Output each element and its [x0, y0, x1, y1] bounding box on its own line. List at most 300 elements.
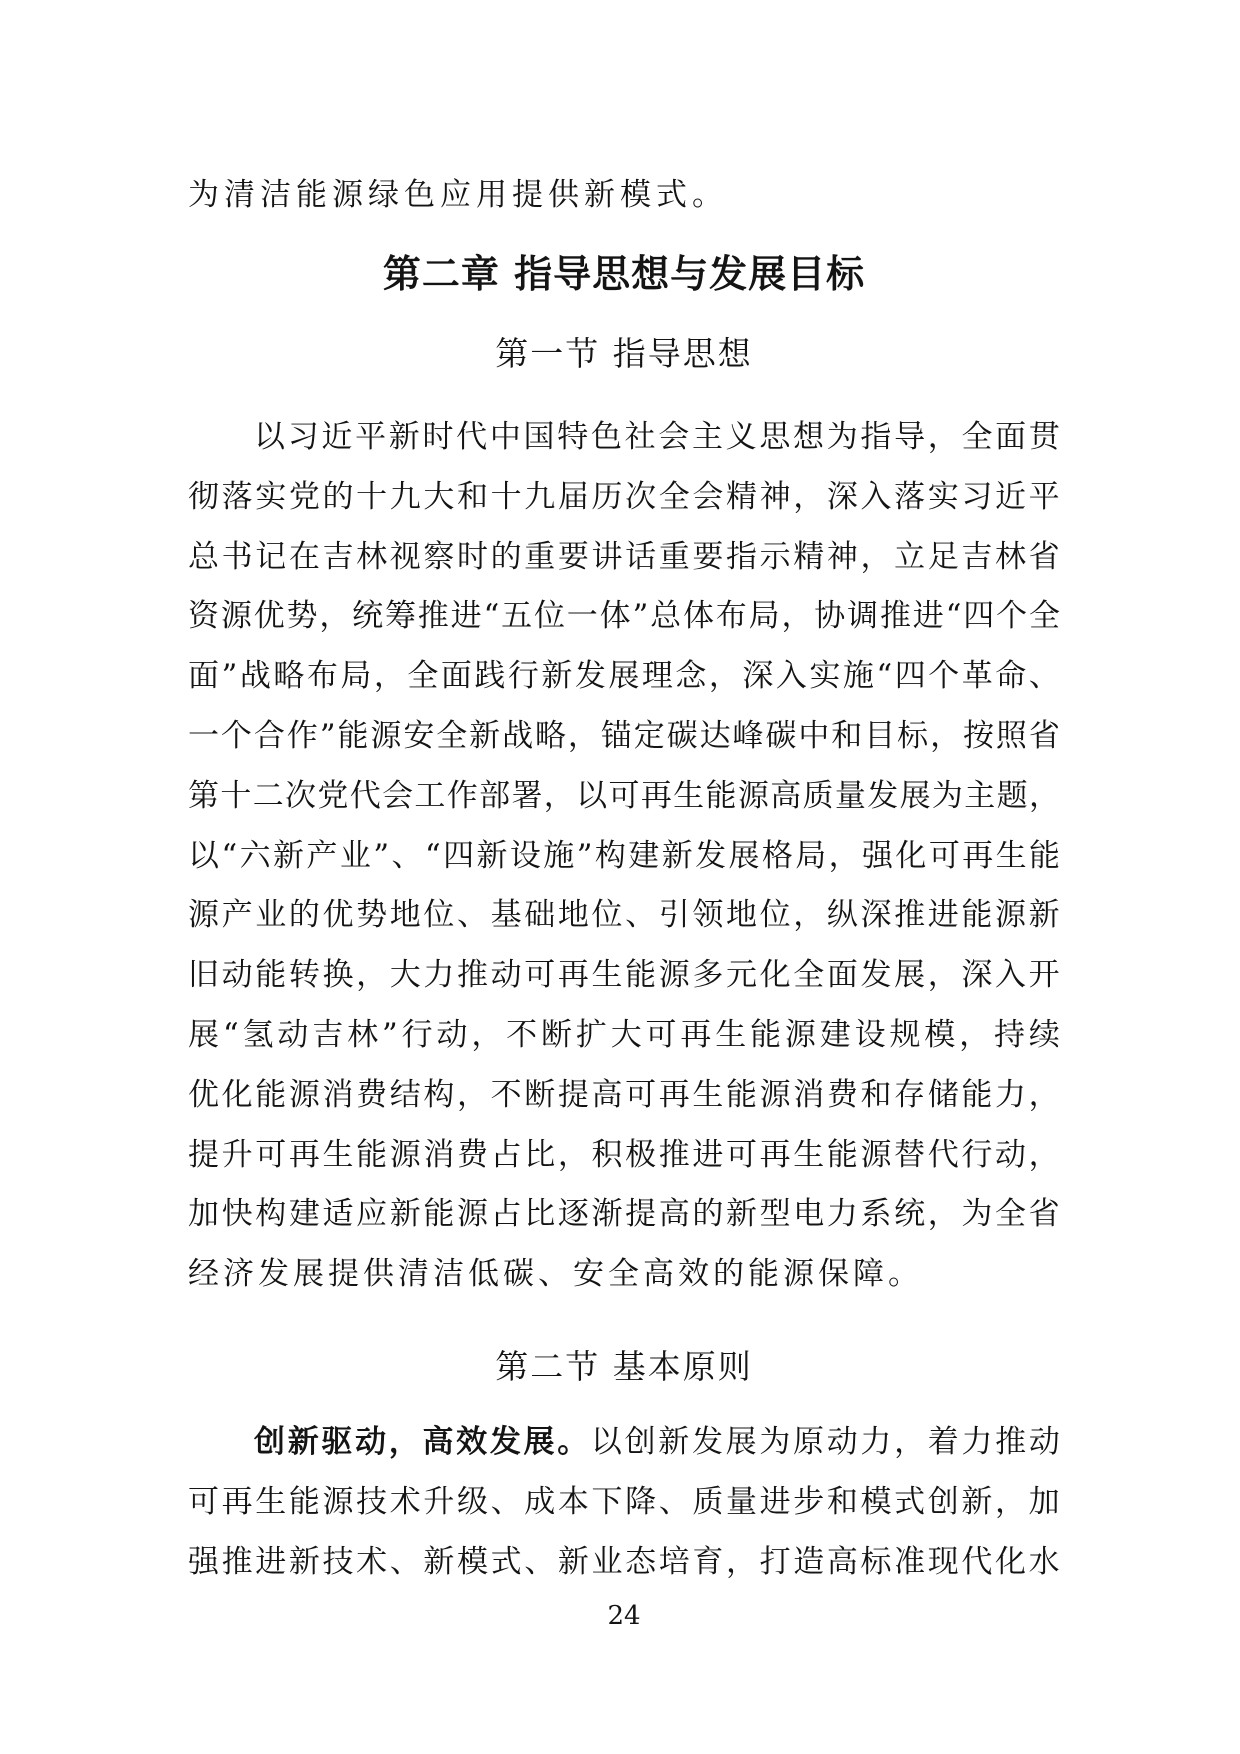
character: 氢 — [242, 1016, 274, 1053]
text-line — [188, 767, 1060, 827]
character: 精 — [793, 538, 825, 575]
character: 面 — [826, 957, 858, 994]
character: 会 — [692, 478, 724, 515]
character: “ — [221, 837, 238, 874]
character: 下 — [591, 1483, 623, 1520]
character: 构 — [423, 1076, 455, 1113]
character: 部 — [479, 777, 511, 814]
character: 面 — [995, 419, 1027, 455]
character: 可 — [645, 1016, 677, 1053]
character: 战 — [239, 658, 271, 695]
character: 入 — [860, 478, 892, 515]
character: 平 — [1028, 478, 1060, 515]
character: 党 — [288, 478, 320, 515]
character: 代 — [349, 777, 381, 814]
character: 九 — [524, 478, 556, 515]
character: 的 — [288, 897, 320, 934]
character: 布 — [715, 598, 747, 635]
character: 林 — [995, 538, 1026, 575]
character: 能 — [961, 1076, 993, 1113]
character: 升 — [221, 1136, 253, 1173]
character: ， — [708, 658, 740, 695]
character: 讲 — [591, 538, 623, 575]
character: 为 — [931, 777, 963, 814]
character: 作 — [286, 717, 318, 754]
bold-character: 效 — [456, 1423, 488, 1460]
character: 深 — [742, 658, 774, 695]
character: 能 — [423, 1196, 455, 1233]
character: 和 — [860, 1076, 892, 1113]
character: 创 — [624, 1423, 656, 1460]
character: 势 — [286, 598, 318, 635]
character: 新 — [557, 1543, 589, 1580]
character: 为 — [826, 419, 858, 455]
character: 新 — [961, 1483, 993, 1520]
character: 新 — [726, 1196, 757, 1233]
character: 再 — [221, 1483, 253, 1520]
character: 展 — [894, 957, 926, 994]
character: 工 — [414, 777, 446, 814]
text-line — [188, 587, 1060, 647]
character: 技 — [356, 1483, 388, 1520]
character: 按 — [962, 717, 994, 754]
character: 量 — [834, 777, 866, 814]
character: 统 — [352, 598, 384, 635]
bold-character: 动 — [355, 1423, 387, 1460]
character: 提 — [557, 1076, 589, 1113]
character: 地 — [726, 897, 757, 934]
character: 电 — [793, 1196, 825, 1233]
bold-character: 驱 — [321, 1423, 353, 1460]
character: 再 — [658, 1076, 690, 1113]
character: 进 — [255, 1543, 287, 1580]
text-line — [188, 1245, 1060, 1305]
character: 力 — [995, 1076, 1026, 1113]
character: 要 — [557, 538, 589, 575]
character: 生 — [322, 1136, 354, 1173]
character: 展 — [188, 1016, 219, 1053]
character: 在 — [288, 538, 320, 575]
character: 高 — [591, 1076, 623, 1113]
character: 扩 — [575, 1016, 607, 1053]
character: 占 — [490, 1196, 522, 1233]
section-heading-1: 第一节 指导思想 — [495, 334, 753, 373]
character: 格 — [761, 837, 793, 874]
character: 提 — [625, 1196, 657, 1233]
character: 水 — [1028, 1543, 1060, 1580]
character: 全 — [793, 957, 825, 994]
character: 个 — [996, 598, 1028, 635]
character: 培 — [658, 1543, 690, 1580]
character: 推 — [658, 1136, 690, 1173]
character: 源 — [783, 1256, 818, 1293]
character: 费 — [457, 1136, 488, 1173]
character: 新 — [469, 717, 501, 754]
character: 持 — [993, 1016, 1025, 1053]
character: 质 — [692, 1483, 724, 1520]
character: “ — [876, 658, 893, 695]
character: 色 — [590, 419, 622, 455]
character: 新 — [1028, 897, 1060, 934]
character: 调 — [847, 598, 879, 635]
character: 费 — [826, 1076, 858, 1113]
character: 设 — [509, 837, 541, 874]
character: 产 — [306, 837, 338, 874]
character: 全 — [407, 658, 439, 695]
character: 高 — [826, 1543, 858, 1580]
text-line — [188, 707, 1060, 767]
character: 力 — [961, 1423, 993, 1460]
character: 步 — [793, 1483, 825, 1520]
character: 质 — [802, 777, 834, 814]
character: 社 — [624, 419, 656, 455]
character: 势 — [356, 897, 388, 934]
character: 业 — [255, 897, 287, 934]
character: 现 — [927, 1543, 959, 1580]
character: 以 — [590, 1423, 622, 1460]
character: 力 — [423, 957, 455, 994]
character: 精 — [726, 478, 757, 515]
character: 的 — [322, 478, 354, 515]
paragraph-guiding-ideology — [188, 408, 1060, 1305]
character: ， — [927, 1196, 959, 1233]
character: 断 — [524, 1076, 556, 1113]
character: 主 — [691, 419, 723, 455]
character: 地 — [389, 897, 421, 934]
character: 准 — [894, 1543, 926, 1580]
character: 断 — [541, 1016, 572, 1053]
character: 近 — [995, 478, 1026, 515]
page-number: 24 — [607, 1601, 641, 1632]
character: 术 — [356, 1543, 388, 1580]
character: 造 — [793, 1543, 825, 1580]
character: 开 — [1028, 957, 1060, 994]
character: “ — [483, 598, 500, 635]
character: 全 — [995, 1196, 1026, 1233]
character: 动 — [995, 1136, 1026, 1173]
character: 立 — [894, 538, 926, 575]
character: 次 — [285, 777, 317, 814]
character: 加 — [188, 1196, 219, 1233]
character: 的 — [692, 1196, 724, 1233]
character: 一 — [566, 598, 598, 635]
character: 特 — [557, 419, 589, 455]
character: 省 — [1028, 1196, 1060, 1233]
character: ” — [373, 837, 390, 874]
character: 化 — [221, 1076, 253, 1113]
character: 面 — [188, 658, 219, 695]
character: 模 — [924, 1016, 956, 1053]
text-line — [188, 1413, 1060, 1473]
character: 总 — [188, 538, 219, 575]
character: 思 — [759, 419, 791, 455]
character: 重 — [658, 538, 690, 575]
character: 建 — [628, 837, 660, 874]
character: 设 — [854, 1016, 886, 1053]
character: 达 — [699, 717, 731, 754]
character: 的 — [490, 538, 522, 575]
character: 四 — [894, 658, 926, 695]
character: 消 — [793, 1076, 825, 1113]
character: 和 — [826, 1483, 858, 1520]
character: 源 — [457, 1196, 488, 1233]
character: ， — [567, 717, 599, 754]
character: 优 — [322, 897, 354, 934]
text-line — [188, 1185, 1060, 1245]
character: 、 — [538, 1256, 573, 1293]
character: 二 — [252, 777, 284, 814]
character: 快 — [221, 1196, 253, 1233]
character: 碳 — [765, 717, 797, 754]
character: 安 — [573, 1256, 608, 1293]
character: 原 — [793, 1423, 824, 1460]
character: 力 — [826, 1196, 858, 1233]
text-line — [188, 647, 1060, 707]
character: 再 — [759, 1136, 791, 1173]
character: 义 — [725, 419, 757, 455]
character: 换 — [322, 957, 354, 994]
character: 费 — [356, 1076, 388, 1113]
text-line — [188, 886, 1060, 946]
character: ， — [356, 957, 388, 994]
character: 能 — [288, 1483, 320, 1520]
character: 生 — [692, 1076, 724, 1113]
character: 布 — [306, 658, 338, 695]
character: 动 — [1028, 1423, 1060, 1460]
character: 新 — [658, 1423, 690, 1460]
character: ， — [793, 478, 825, 515]
character: 省 — [1028, 717, 1060, 754]
character: 建 — [819, 1016, 851, 1053]
character: 第 — [188, 777, 219, 814]
character: 优 — [188, 1076, 219, 1113]
character: 重 — [524, 538, 556, 575]
character: 源 — [220, 598, 252, 635]
character: 作 — [446, 777, 478, 814]
character: ， — [828, 837, 860, 874]
character: 障 — [853, 1256, 888, 1293]
character: 新 — [423, 1543, 455, 1580]
character: 要 — [692, 538, 724, 575]
character: 源 — [784, 1016, 816, 1053]
character: 洁 — [433, 1256, 468, 1293]
character: 时 — [457, 538, 488, 575]
character: 可 — [608, 777, 640, 814]
character: 能 — [625, 957, 657, 994]
character: 落 — [894, 478, 926, 515]
character: 照 — [995, 717, 1027, 754]
character: 能 — [726, 1076, 757, 1113]
text-line — [188, 946, 1060, 1006]
character: 示 — [759, 538, 791, 575]
character: 加 — [1028, 1483, 1060, 1520]
character: 略 — [273, 658, 305, 695]
text-line — [188, 1126, 1060, 1186]
text-line — [188, 408, 1060, 468]
character: 定 — [633, 717, 665, 754]
character: 新 — [661, 837, 693, 874]
character: 源 — [288, 1076, 320, 1113]
text-line — [188, 1066, 1060, 1126]
section-heading-2: 第二节 基本原则 — [495, 1346, 753, 1386]
character: 渐 — [591, 1196, 623, 1233]
character: 的 — [713, 1256, 748, 1293]
character: 入 — [995, 957, 1026, 994]
character: 面 — [440, 658, 472, 695]
character: 式 — [490, 1543, 522, 1580]
character: 体 — [599, 598, 631, 635]
character: 构 — [594, 837, 626, 874]
character: 能 — [337, 717, 369, 754]
character: 能 — [356, 1136, 388, 1173]
character: 推 — [417, 598, 449, 635]
character: 总 — [650, 598, 682, 635]
character: 施 — [842, 658, 874, 695]
character: 代 — [927, 1136, 959, 1173]
character: 储 — [927, 1076, 959, 1113]
character: 大 — [389, 957, 421, 994]
character: 推 — [879, 598, 911, 635]
character: 深 — [961, 957, 993, 994]
paragraph-continuation-line: 为清洁能源绿色应用提供新模式。 — [188, 177, 728, 213]
character: 发 — [867, 777, 899, 814]
bold-character: 新 — [287, 1423, 319, 1460]
character: 低 — [468, 1256, 503, 1293]
character: 能 — [255, 1076, 287, 1113]
character: 深 — [860, 897, 892, 934]
character: 比 — [524, 1136, 556, 1173]
character: 话 — [625, 538, 657, 575]
character: ， — [894, 1423, 926, 1460]
character: 存 — [894, 1076, 926, 1113]
character: 产 — [221, 897, 253, 934]
character: 供 — [363, 1256, 398, 1293]
character: 以 — [188, 837, 219, 874]
character: 能 — [750, 1016, 782, 1053]
character: 系 — [860, 1196, 892, 1233]
character: 济 — [223, 1256, 258, 1293]
character: 发 — [258, 1256, 293, 1293]
character: 保 — [818, 1256, 853, 1293]
character: 念 — [675, 658, 707, 695]
character: 生 — [715, 1016, 747, 1053]
character: 中 — [798, 717, 830, 754]
character: 占 — [490, 1136, 522, 1173]
character: 林 — [356, 538, 388, 575]
text-line — [188, 468, 1060, 528]
character: 效 — [678, 1256, 713, 1293]
character: 全 — [608, 1256, 643, 1293]
character: 落 — [221, 478, 253, 515]
character: 习 — [961, 478, 993, 515]
character: ， — [995, 1483, 1026, 1520]
character: 发 — [695, 837, 727, 874]
character: ， — [793, 897, 825, 934]
character: 动 — [436, 1016, 468, 1053]
text-line — [188, 827, 1060, 887]
character: 基 — [490, 897, 522, 934]
character: 生 — [995, 837, 1027, 874]
character: 神 — [759, 478, 791, 515]
character: 实 — [255, 478, 287, 515]
character: 逐 — [557, 1196, 589, 1233]
character: 源 — [737, 777, 769, 814]
character: 安 — [403, 717, 435, 754]
character: 力 — [860, 1423, 892, 1460]
character: 构 — [255, 1196, 287, 1233]
character: 行 — [401, 1016, 433, 1053]
character: 进 — [912, 598, 944, 635]
character: 局 — [748, 598, 780, 635]
character: 推 — [894, 897, 926, 934]
character: 推 — [221, 1543, 253, 1580]
character: 吉 — [961, 538, 993, 575]
character: 续 — [1028, 1016, 1060, 1053]
character: 想 — [793, 419, 824, 455]
character: ， — [373, 658, 405, 695]
character: 新 — [388, 419, 420, 455]
character: 新 — [273, 837, 305, 874]
character: 全 — [658, 478, 690, 515]
character: 发 — [574, 658, 606, 695]
character: 国 — [523, 419, 555, 455]
character: 和 — [457, 478, 488, 515]
character: 十 — [490, 478, 522, 515]
character: 省 — [1028, 538, 1060, 575]
character: 发 — [860, 957, 892, 994]
character: 十 — [220, 777, 252, 814]
character: 大 — [610, 1016, 642, 1053]
character: “ — [222, 1016, 239, 1053]
character: 、 — [389, 1543, 421, 1580]
character: 本 — [557, 1483, 589, 1520]
character: ， — [930, 717, 962, 754]
character: 高 — [770, 777, 802, 814]
character: 局 — [340, 658, 372, 695]
character: 发 — [691, 1423, 723, 1460]
character: 会 — [658, 419, 690, 455]
character: 筹 — [384, 598, 416, 635]
character: 和 — [831, 717, 863, 754]
character: 新 — [389, 1196, 421, 1233]
character: 能 — [705, 777, 737, 814]
character: 高 — [643, 1256, 678, 1293]
character: 届 — [557, 478, 589, 515]
character: 源 — [658, 957, 690, 994]
character: 全 — [961, 419, 993, 455]
character: 党 — [317, 777, 349, 814]
character: 元 — [726, 957, 757, 994]
character: ， — [319, 598, 351, 635]
bold-character: 发 — [489, 1423, 521, 1460]
character: ， — [927, 419, 959, 455]
character: 生 — [793, 1136, 825, 1173]
character: ， — [781, 598, 813, 635]
character: 彻 — [188, 478, 219, 515]
character: ” — [319, 717, 336, 754]
character: 代 — [456, 419, 488, 455]
bold-character: 。 — [557, 1423, 589, 1460]
character: ， — [471, 1016, 503, 1053]
character: 导 — [894, 419, 926, 455]
character: 展 — [899, 777, 931, 814]
character: 生 — [673, 777, 705, 814]
character: ， — [959, 1016, 991, 1053]
character: 、 — [391, 837, 423, 874]
character: ” — [576, 837, 593, 874]
character: 再 — [640, 777, 672, 814]
character: 不 — [490, 1076, 522, 1113]
